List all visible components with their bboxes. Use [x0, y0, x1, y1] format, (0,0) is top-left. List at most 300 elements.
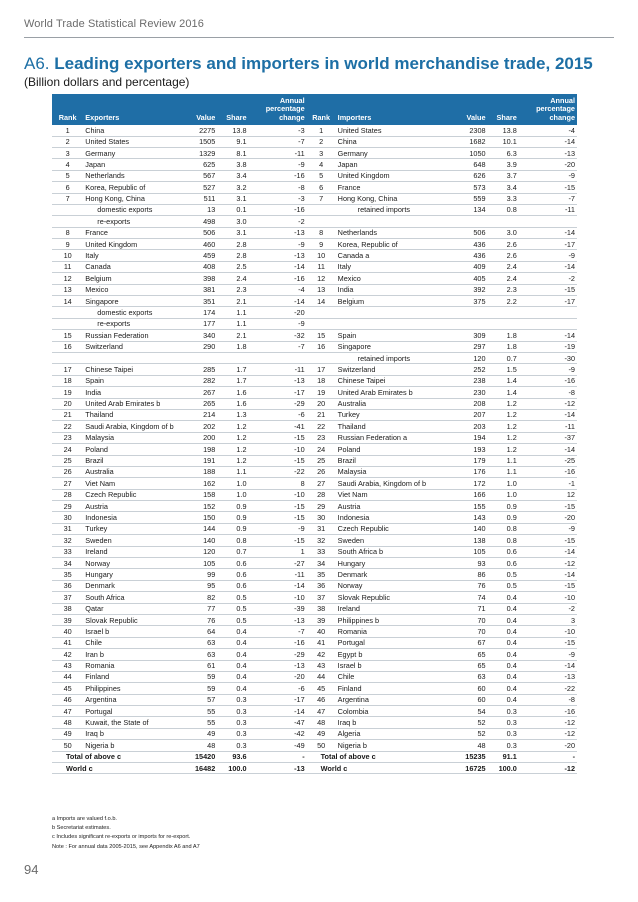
table-cell: Ireland — [336, 603, 445, 614]
table-cell: Norway — [83, 558, 179, 569]
table-row — [52, 375, 577, 386]
total-cell: 15235 — [445, 751, 487, 762]
table-row — [52, 649, 577, 660]
table-cell: 23 — [52, 432, 83, 443]
table-cell: 191 — [179, 455, 217, 466]
table-cell: 0.4 — [217, 649, 248, 660]
table-cell: 0.4 — [488, 592, 519, 603]
table-row — [52, 239, 577, 250]
table-cell: 86 — [445, 569, 487, 580]
table-title-code: A6. — [24, 54, 50, 73]
table-cell: Slovak Republic — [83, 614, 179, 625]
table-cell: -13 — [249, 227, 307, 238]
table-cell: Finland — [336, 683, 445, 694]
table-cell: Mexico — [83, 284, 179, 295]
table-cell: -16 — [249, 637, 307, 648]
table-cell: Saudi Arabia, Kingdom of b — [83, 421, 179, 432]
running-header: World Trade Statistical Review 2016 — [24, 18, 204, 30]
table-cell: 177 — [179, 318, 217, 329]
table-cell: 0.4 — [488, 637, 519, 648]
table-cell: 4 — [307, 159, 336, 170]
table-cell: 93 — [445, 558, 487, 569]
table-cell: 0.4 — [488, 671, 519, 682]
table-row — [52, 170, 577, 181]
table-cell: Denmark — [336, 569, 445, 580]
table-row — [52, 330, 577, 341]
table-cell: -14 — [519, 569, 577, 580]
table-cell: 392 — [445, 284, 487, 295]
table-row — [52, 216, 577, 227]
table-row — [52, 546, 577, 557]
table-cell: 33 — [52, 546, 83, 557]
table-cell: 625 — [179, 159, 217, 170]
table-cell: 44 — [307, 671, 336, 682]
table-cell: Hungary — [336, 558, 445, 569]
table-cell: China — [336, 136, 445, 147]
table-cell: 12 — [307, 273, 336, 284]
table-cell: 10.1 — [488, 136, 519, 147]
table-cell: 172 — [445, 478, 487, 489]
table-cell: -6 — [249, 683, 307, 694]
table-cell: 460 — [179, 239, 217, 250]
table-cell: 166 — [445, 489, 487, 500]
table-cell: Spain — [83, 375, 179, 386]
table-cell: -15 — [249, 432, 307, 443]
table-cell: 3.0 — [488, 227, 519, 238]
table-cell: 0.5 — [217, 603, 248, 614]
table-cell: 6 — [52, 182, 83, 193]
table-cell: 506 — [179, 227, 217, 238]
table-cell: 31 — [52, 523, 83, 534]
table-cell: 408 — [179, 261, 217, 272]
table-row — [52, 387, 577, 398]
col-export-value: Value — [179, 94, 217, 125]
table-cell: 0.6 — [217, 580, 248, 591]
table-cell: Switzerland — [83, 341, 179, 352]
table-cell: 3.7 — [488, 170, 519, 181]
table-cell: 6.3 — [488, 147, 519, 158]
table-cell: 2 — [52, 136, 83, 147]
table-cell: 11 — [307, 261, 336, 272]
table-cell: 70 — [445, 614, 487, 625]
table-cell: 559 — [445, 193, 487, 204]
table-cell: 64 — [179, 626, 217, 637]
table-cell: United Arab Emirates b — [336, 387, 445, 398]
table-cell: 0.9 — [488, 501, 519, 512]
table-cell: -39 — [249, 603, 307, 614]
table-cell: Czech Republic — [83, 489, 179, 500]
total-cell: 93.6 — [217, 751, 248, 762]
table-cell: 0.6 — [488, 558, 519, 569]
table-cell — [519, 216, 577, 227]
table-cell: 11 — [52, 261, 83, 272]
table-cell: Nigeria b — [83, 740, 179, 751]
col-import-change: Annual percentage change — [519, 94, 577, 125]
table-cell: 30 — [307, 512, 336, 523]
table-cell: -4 — [249, 284, 307, 295]
table-cell: 46 — [307, 694, 336, 705]
table-cell: -9 — [519, 170, 577, 181]
table-cell: 74 — [445, 592, 487, 603]
table-cell: 5 — [307, 170, 336, 181]
table-cell: 65 — [445, 649, 487, 660]
table-cell: South Africa — [83, 592, 179, 603]
table-cell: 2.4 — [488, 261, 519, 272]
table-cell: 50 — [307, 740, 336, 751]
table-cell: 41 — [307, 637, 336, 648]
table-cell: -16 — [519, 375, 577, 386]
table-cell: 1 — [52, 125, 83, 136]
table-row — [52, 261, 577, 272]
table-cell: -8 — [519, 387, 577, 398]
table-cell: -9 — [519, 523, 577, 534]
table-cell: -14 — [519, 330, 577, 341]
table-cell: 1.3 — [217, 409, 248, 420]
table-cell: -14 — [249, 261, 307, 272]
table-cell: 1.2 — [488, 398, 519, 409]
table-cell: -25 — [519, 455, 577, 466]
table-cell: 44 — [52, 671, 83, 682]
total-cell: - — [519, 751, 577, 762]
table-cell: 0.3 — [217, 728, 248, 739]
table-cell: 1.7 — [217, 375, 248, 386]
table-cell: Hong Kong, China — [83, 193, 179, 204]
table-cell: 77 — [179, 603, 217, 614]
table-cell: -10 — [249, 444, 307, 455]
table-cell: 2.4 — [217, 273, 248, 284]
table-row — [52, 409, 577, 420]
table-cell: 13 — [307, 284, 336, 295]
table-cell: Korea, Republic of — [336, 239, 445, 250]
table-cell: Kuwait, the State of — [83, 717, 179, 728]
table-cell: 1.0 — [488, 489, 519, 500]
table-cell: 18 — [307, 375, 336, 386]
table-cell: 47 — [52, 706, 83, 717]
table-row — [52, 478, 577, 489]
table-row — [52, 614, 577, 625]
table-cell: Italy — [83, 250, 179, 261]
table-cell: Poland — [83, 444, 179, 455]
table-cell: 12 — [52, 273, 83, 284]
table-cell: 27 — [307, 478, 336, 489]
table-row — [52, 535, 577, 546]
table-cell: 20 — [307, 398, 336, 409]
table-cell: retained imports — [336, 204, 445, 215]
table-cell: -16 — [519, 466, 577, 477]
table-cell: 297 — [445, 341, 487, 352]
table-cell: 30 — [52, 512, 83, 523]
table-cell: 20 — [52, 398, 83, 409]
table-cell: Singapore — [83, 296, 179, 307]
table-cell: 8 — [307, 227, 336, 238]
table-cell: 3.1 — [217, 227, 248, 238]
table-cell: 340 — [179, 330, 217, 341]
table-cell: 76 — [179, 614, 217, 625]
table-cell: 158 — [179, 489, 217, 500]
table-cell: Philippines b — [336, 614, 445, 625]
table-cell: 24 — [307, 444, 336, 455]
table-cell: 511 — [179, 193, 217, 204]
total-cell: 15420 — [179, 751, 217, 762]
table-row — [52, 136, 577, 147]
table-row — [52, 501, 577, 512]
table-cell: 1.2 — [488, 409, 519, 420]
table-cell: Chile — [336, 671, 445, 682]
table-cell — [217, 352, 248, 363]
table-cell: -14 — [519, 261, 577, 272]
table-row — [52, 455, 577, 466]
table-cell: 37 — [52, 592, 83, 603]
table-cell: -14 — [249, 296, 307, 307]
table-cell: 0.3 — [217, 694, 248, 705]
table-cell: 8.1 — [217, 147, 248, 158]
table-cell: 398 — [179, 273, 217, 284]
table-cell: 70 — [445, 626, 487, 637]
table-cell: -22 — [519, 683, 577, 694]
total-cell: World c — [52, 763, 179, 774]
table-cell: 63 — [179, 649, 217, 660]
col-import-value: Value — [445, 94, 487, 125]
table-body — [52, 125, 577, 774]
table-cell: 152 — [179, 501, 217, 512]
total-cell: 100.0 — [217, 763, 248, 774]
table-cell: 375 — [445, 296, 487, 307]
table-cell — [249, 352, 307, 363]
table-cell: -2 — [249, 216, 307, 227]
table-cell: 1.1 — [217, 318, 248, 329]
table-subtitle: (Billion dollars and percentage) — [24, 75, 190, 89]
table-cell — [519, 307, 577, 318]
header-rule — [24, 37, 614, 38]
table-cell: 267 — [179, 387, 217, 398]
table-cell: Algeria — [336, 728, 445, 739]
table-cell: Qatar — [83, 603, 179, 614]
table-cell: Belgium — [336, 296, 445, 307]
table-cell: 176 — [445, 466, 487, 477]
table-cell: 2.1 — [217, 296, 248, 307]
table-cell: Portugal — [83, 706, 179, 717]
table-cell: 59 — [179, 683, 217, 694]
table-row — [52, 250, 577, 261]
table-cell: 10 — [307, 250, 336, 261]
table-row — [52, 671, 577, 682]
table-cell: 24 — [52, 444, 83, 455]
table-cell — [179, 352, 217, 363]
table-row — [52, 296, 577, 307]
table-cell: 0.5 — [488, 580, 519, 591]
table-cell: United States — [336, 125, 445, 136]
table-cell: -15 — [249, 501, 307, 512]
table-cell: 65 — [445, 660, 487, 671]
table-cell: Russian Federation — [83, 330, 179, 341]
table-cell: -12 — [519, 728, 577, 739]
table-cell: 55 — [179, 717, 217, 728]
table-cell: -22 — [249, 466, 307, 477]
table-cell: -13 — [249, 660, 307, 671]
table-cell: -20 — [519, 512, 577, 523]
table-cell: 22 — [52, 421, 83, 432]
table-cell: 134 — [445, 204, 487, 215]
table-cell: Brazil — [336, 455, 445, 466]
table-cell: -20 — [519, 159, 577, 170]
table-cell: 208 — [445, 398, 487, 409]
table-cell: 3 — [52, 147, 83, 158]
table-cell: 36 — [52, 580, 83, 591]
table-cell: 2308 — [445, 125, 487, 136]
table-cell: 0.3 — [488, 728, 519, 739]
table-cell: Belgium — [83, 273, 179, 284]
table-cell: 25 — [52, 455, 83, 466]
table-row — [52, 603, 577, 614]
table-cell: 120 — [179, 546, 217, 557]
table-cell: -17 — [519, 296, 577, 307]
table-cell: United States — [83, 136, 179, 147]
table-cell: 0.8 — [217, 535, 248, 546]
table-cell: South Africa b — [336, 546, 445, 557]
table-cell: 0.6 — [488, 546, 519, 557]
table-cell: 207 — [445, 409, 487, 420]
table-cell: 193 — [445, 444, 487, 455]
table-cell: 238 — [445, 375, 487, 386]
table-cell: 82 — [179, 592, 217, 603]
table-row — [52, 284, 577, 295]
table-cell: 32 — [307, 535, 336, 546]
table-cell: -10 — [519, 592, 577, 603]
table-row — [52, 204, 577, 215]
table-cell: 3.8 — [217, 159, 248, 170]
table-cell: 498 — [179, 216, 217, 227]
table-cell: -15 — [249, 455, 307, 466]
table-title-text: Leading exporters and importers in world merchandise trade, 2015 — [54, 54, 593, 73]
col-rank-exporters: Rank — [52, 94, 83, 125]
table-cell: -7 — [249, 136, 307, 147]
table-cell: 23 — [307, 432, 336, 443]
table-cell: Iraq b — [83, 728, 179, 739]
table-cell: 22 — [307, 421, 336, 432]
table-cell — [52, 204, 83, 215]
trade-table — [52, 94, 577, 774]
table-cell: 567 — [179, 170, 217, 181]
table-cell: Indonesia — [83, 512, 179, 523]
table-cell: 1 — [307, 125, 336, 136]
table-cell: Russian Federation a — [336, 432, 445, 443]
table-cell: 19 — [307, 387, 336, 398]
table-cell: 0.4 — [217, 626, 248, 637]
table-cell: -13 — [519, 147, 577, 158]
table-cell: 21 — [52, 409, 83, 420]
table-cell: 60 — [445, 694, 487, 705]
table-row — [52, 683, 577, 694]
table-cell: 48 — [307, 717, 336, 728]
col-exporters: Exporters — [83, 94, 179, 125]
table-cell: 1050 — [445, 147, 487, 158]
table-cell: 1.8 — [488, 341, 519, 352]
table-row — [52, 125, 577, 136]
table-cell: 31 — [307, 523, 336, 534]
table-cell: retained imports — [336, 352, 445, 363]
table-cell: Canada a — [336, 250, 445, 261]
table-cell: 2275 — [179, 125, 217, 136]
table-row — [52, 637, 577, 648]
table-cell: 28 — [52, 489, 83, 500]
total-cell: 91.1 — [488, 751, 519, 762]
table-cell: 52 — [445, 728, 487, 739]
table-cell: 40 — [52, 626, 83, 637]
table-cell: 436 — [445, 250, 487, 261]
col-importers: Importers — [336, 94, 445, 125]
table-cell: 0.3 — [217, 740, 248, 751]
table-cell: -11 — [249, 569, 307, 580]
table-cell: 54 — [445, 706, 487, 717]
table-cell: -16 — [249, 273, 307, 284]
table-cell: Ireland — [83, 546, 179, 557]
table-row — [52, 580, 577, 591]
table-cell: 34 — [52, 558, 83, 569]
table-cell: Japan — [83, 159, 179, 170]
table-cell: Austria — [83, 501, 179, 512]
table-cell: 527 — [179, 182, 217, 193]
table-row — [52, 569, 577, 580]
table-cell: domestic exports — [83, 307, 179, 318]
table-cell: 95 — [179, 580, 217, 591]
table-cell: 0.4 — [217, 671, 248, 682]
table-cell: -13 — [249, 614, 307, 625]
table-cell: 0.4 — [488, 614, 519, 625]
table-cell: 15 — [307, 330, 336, 341]
table-cell: Germany — [336, 147, 445, 158]
table-cell: 188 — [179, 466, 217, 477]
table-cell: Brazil — [83, 455, 179, 466]
table-cell: -15 — [519, 182, 577, 193]
table-cell: -7 — [519, 193, 577, 204]
table-cell: 0.4 — [488, 660, 519, 671]
table-row — [52, 444, 577, 455]
table-cell: 3.2 — [217, 182, 248, 193]
table-cell: 0.6 — [217, 569, 248, 580]
table-cell: -14 — [519, 444, 577, 455]
table-cell: 7 — [307, 193, 336, 204]
table-title — [24, 54, 593, 74]
table-cell: 3.4 — [488, 182, 519, 193]
table-cell: 2.8 — [217, 250, 248, 261]
table-cell: -17 — [249, 387, 307, 398]
table-cell: 214 — [179, 409, 217, 420]
table-cell: -14 — [519, 409, 577, 420]
table-cell: Spain — [336, 330, 445, 341]
table-cell: 436 — [445, 239, 487, 250]
table-row — [52, 660, 577, 671]
table-cell: 573 — [445, 182, 487, 193]
table-row — [52, 489, 577, 500]
table-cell: 3.3 — [488, 193, 519, 204]
table-cell: 0.4 — [217, 637, 248, 648]
table-cell: -7 — [249, 341, 307, 352]
table-cell: 7 — [52, 193, 83, 204]
table-cell — [307, 307, 336, 318]
table-cell: 39 — [52, 614, 83, 625]
table-cell — [336, 307, 445, 318]
table-cell: 1.4 — [488, 387, 519, 398]
table-cell: 29 — [307, 501, 336, 512]
table-cell: -11 — [249, 147, 307, 158]
table-header — [52, 94, 577, 125]
total-cell: World c — [307, 763, 445, 774]
table-cell: -13 — [249, 375, 307, 386]
table-row — [52, 706, 577, 717]
table-cell: 63 — [179, 637, 217, 648]
page-number: 94 — [24, 862, 39, 877]
table-cell: -49 — [249, 740, 307, 751]
